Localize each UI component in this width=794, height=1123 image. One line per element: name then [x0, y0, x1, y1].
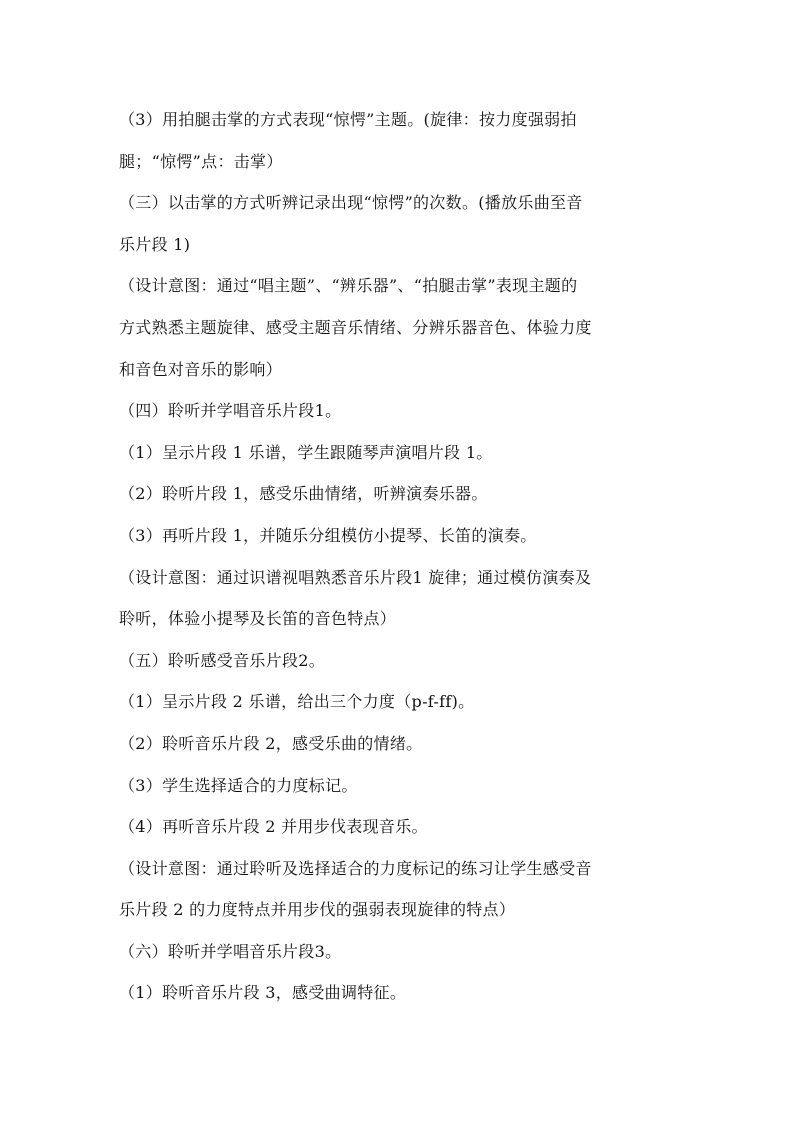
- step-item: （3）学生选择适合的力度标记。: [119, 775, 358, 795]
- design-intent-text: （设计意图：通过识谱视唱熟悉音乐片段1 旋律；通过模仿演奏及: [119, 567, 592, 587]
- design-intent-text: 乐片段 2 的力度特点并用步伐的强弱表现旋律的特点）: [119, 900, 516, 920]
- section-heading: （三）以击掌的方式听辨记录出现“惊愕”的次数。(播放乐曲至音: [119, 193, 583, 213]
- step-item: （1）呈示片段 2 乐谱，给出三个力度（p-f-ff)。: [119, 692, 475, 712]
- design-intent-text: 方式熟悉主题旋律、感受主题音乐情绪、分辨乐器音色、体验力度: [119, 317, 592, 337]
- design-intent-text: 和音色对音乐的影响）: [119, 359, 283, 379]
- design-intent-text: 聆听，体验小提琴及长笛的音色特点）: [119, 609, 397, 629]
- step-item: （1）呈示片段 1 乐谱，学生跟随琴声演唱片段 1。: [119, 442, 493, 462]
- step-item: （4）再听音乐片段 2 并用步伐表现音乐。: [119, 817, 428, 837]
- section-heading: （六）聆听并学唱音乐片段3。: [119, 941, 342, 961]
- text-line: 腿；“惊愕”点：击掌）: [119, 151, 283, 171]
- section-heading: （四）聆听并学唱音乐片段1。: [119, 401, 342, 421]
- design-intent-text: （设计意图：通过“唱主题”、“辨乐器”、“拍腿击掌”表现主题的: [119, 276, 578, 296]
- step-item: （3）再听片段 1，并随乐分组模仿小提琴、长笛的演奏。: [119, 525, 537, 545]
- section-heading: （五）聆听感受音乐片段2。: [119, 650, 326, 670]
- step-item: （2）聆听音乐片段 2，感受乐曲的情绪。: [119, 733, 423, 753]
- step-item: （2）聆听片段 1，感受乐曲情绪，听辨演奏乐器。: [119, 484, 488, 504]
- design-intent-text: （设计意图：通过聆听及选择适合的力度标记的练习让学生感受音: [119, 858, 592, 878]
- text-line: 乐片段 1): [119, 234, 191, 254]
- step-item: （1）聆听音乐片段 3，感受曲调特征。: [119, 983, 407, 1003]
- text-line: （3）用拍腿击掌的方式表现“惊愕”主题。(旋律：按力度强弱拍: [119, 110, 577, 129]
- document-body: [119, 99, 679, 1014]
